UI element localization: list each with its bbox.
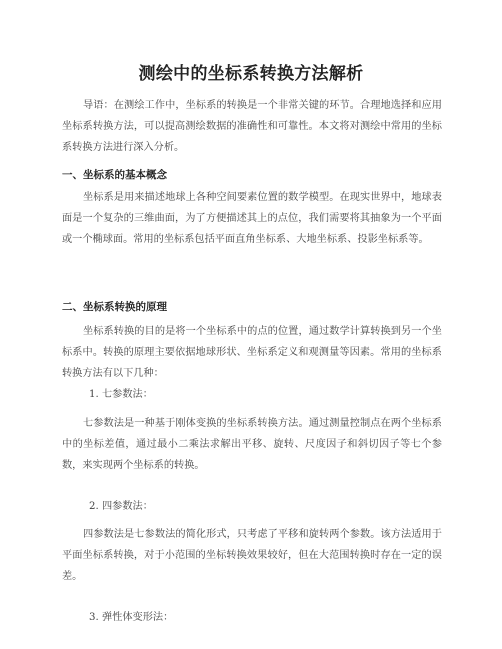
section-1-paragraph: 坐标系是用来描述地球上各种空间要素位置的数学模型。在现实世界中，地球表面是一个复杂的三维曲面，为了方便描述其上的点位，我们需要将其抽象为一个平面或一个椭球面。常用的坐标系包括平面直角坐标系、大地坐标系、投影坐标系等。 xyxy=(62,192,442,245)
intro-paragraph: 导语：在测绘工作中，坐标系的转换是一个非常关键的环节。合理地选择和应用坐标系转换方法，可以提高测绘数据的准确性和可靠性。本文将对测绘中常用的坐标系转换方法进行深入分析。 xyxy=(62,100,442,153)
method-2-title: 2. 四参数法： xyxy=(89,501,153,512)
section-1-heading: 一、坐标系的基本概念 xyxy=(62,169,167,181)
method-3-title: 3. 弹性体变形法： xyxy=(89,612,174,623)
section-2-paragraph: 坐标系转换的目的是将一个坐标系中的点的位置，通过数学计算转换到另一个坐标系中。转换的原理主要依据地球形状、坐标系定义和观测量等因素。常用的坐标系转换方法有以下几种： xyxy=(62,326,442,379)
method-1-paragraph: 七参数法是一种基于刚体变换的坐标系转换方法。通过测量控制点在两个坐标系中的坐标差值，通过最小二乘法求解出平移、旋转、尺度因子和斜切因子等七个参数，来实现两个坐标系的转换。 xyxy=(62,418,442,471)
document-title: 测绘中的坐标系转换方法解析 xyxy=(138,64,364,84)
method-2-paragraph: 四参数法是七参数法的简化形式，只考虑了平移和旋转两个参数。该方法适用于平面坐标系转换，对于小范围的坐标转换效果较好，但在大范围转换时存在一定的误差。 xyxy=(62,529,442,582)
section-2-heading: 二、坐标系转换的原理 xyxy=(62,301,167,313)
method-1-title: 1. 七参数法： xyxy=(89,389,153,400)
